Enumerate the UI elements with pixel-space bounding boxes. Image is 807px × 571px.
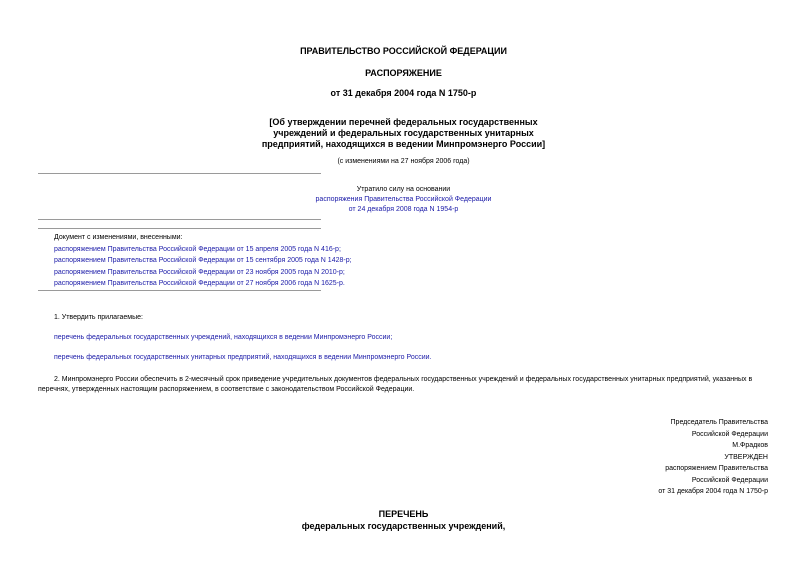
amendment-link[interactable]: распоряжением Правительства Российской Федерации от 27 ноября 2006 года N 1625-р. — [54, 280, 345, 287]
approval-line: Российской Федерации — [691, 476, 768, 484]
amendments-block — [54, 232, 352, 290]
annex-title: ПЕРЕЧЕНЬ — [378, 509, 429, 519]
separator-line — [38, 290, 321, 291]
paragraph-1: 1. Утвердить прилагаемые: — [54, 314, 143, 321]
annex-enterprises-link[interactable]: перечень федеральных государственных унитарных предприятий, находящихся в ведении Минпромэнерго России. — [54, 354, 432, 361]
approval-heading: УТВЕРЖДЕН — [724, 453, 768, 461]
government-heading: ПРАВИТЕЛЬСТВО РОССИЙСКОЙ ФЕДЕРАЦИИ — [300, 46, 507, 56]
signature-line: Председатель Правительства — [670, 419, 768, 426]
document-title — [0, 117, 807, 150]
document-type-heading: РАСПОРЯЖЕНИЕ — [365, 68, 442, 78]
separator-line — [38, 219, 321, 220]
annex-subtitle: федеральных государственных учреждений, — [301, 521, 506, 531]
approval-line: от 31 декабря 2004 года N 1750-р — [658, 488, 768, 495]
document-title-line: предприятий, находящихся в ведении Минпромэнерго России] — [261, 139, 546, 149]
paragraph-2: 2. Минпромэнерго России обеспечить в 2-месячный срок приведение учредительных документов федеральных государственных учреждений и федеральных государственных унитарных предприятий, указанных в перечнях, утвержденных настоящим распоряжением, в соответствие с законодательством Российской Федерации. — [38, 376, 753, 393]
annex-institutions-link[interactable]: перечень федеральных государственных учреждений, находящихся в ведении Минпромэнерго России; — [54, 334, 393, 341]
date-number-heading: от 31 декабря 2004 года N 1750-р — [330, 88, 477, 98]
document-title-line: учреждений и федеральных государственных унитарных — [273, 128, 534, 138]
invalidating-act-link-date[interactable]: от 24 декабря 2008 года N 1954-р — [348, 206, 459, 213]
signature-block — [658, 417, 768, 498]
invalidating-act-link[interactable]: распоряжения Правительства Российской Федерации — [315, 196, 492, 203]
amendment-link[interactable]: распоряжением Правительства Российской Федерации от 15 сентября 2005 года N 1428-р; — [54, 257, 352, 264]
invalid-notice — [0, 185, 807, 215]
invalid-notice-lead: Утратило силу на основании — [356, 186, 451, 193]
amended-note: (с изменениями на 27 ноября 2006 года) — [337, 158, 470, 165]
approval-line: распоряжением Правительства — [665, 465, 768, 472]
amendment-link[interactable]: распоряжением Правительства Российской Федерации от 15 апреля 2005 года N 416-р; — [54, 245, 341, 253]
amendment-link[interactable]: распоряжением Правительства Российской Федерации от 23 ноября 2005 года N 2010-р; — [54, 268, 345, 276]
amendments-lead: Документ с изменениями, внесенными: — [54, 234, 183, 241]
separator-line — [38, 228, 321, 229]
signature-line: Российской Федерации — [691, 430, 768, 438]
signature-line: М.Фрадков — [732, 442, 768, 449]
document-title-line: [Об утверждении перечней федеральных государственных — [269, 117, 538, 127]
separator-line — [38, 173, 321, 174]
